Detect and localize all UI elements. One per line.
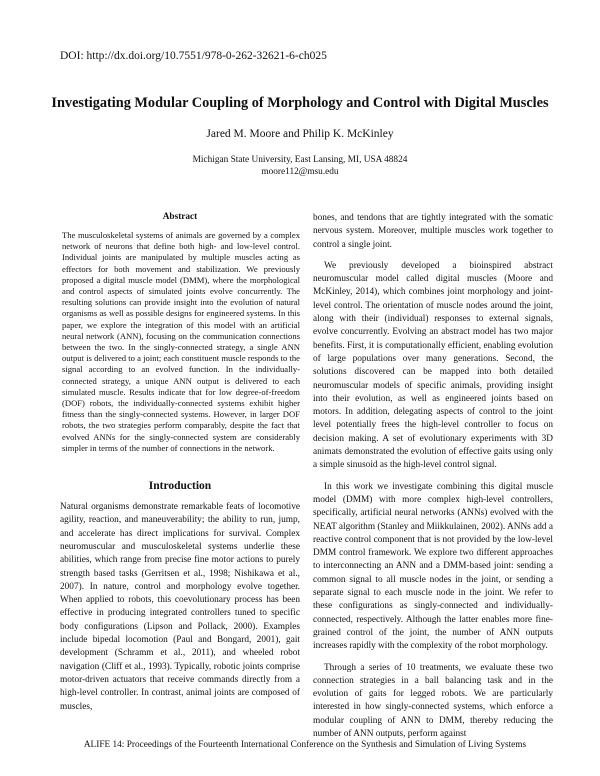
abstract-paragraph: The musculoskeletal systems of animals are governed by a complex network of neurons that define both high- and low-level control. Individual joints are manipulated by multiple muscles acting as effectors for both movement and stabilization. We previously proposed a digital muscle model (DMM), where the morphological and control aspects of simulated joints evolve concurrently. The resulting solutions can provide insight into the evolution of natural organisms as well as possible designs for engineered systems. In this paper, we explore the integration of this model with an artificial neural network (ANN), focusing on the communication connections between the two. In the singly-connected strategy, a single ANN output is delivered to a joint; each constituent muscle responds to the signal according to an evolved function. In the individually-connected strategy, a unique ANN output is delivered to each simulated muscle. Results indicate that for low degree-of-freedom (DOF) robots, the individually-connected systems exhibit higher fitness than the singly-connected systems. However, in larger DOF robots, the two strategies perform comparably, despite the fact that evolved ANNs for the singly-connected system are considerably simpler in terms of the number of connections in the network. [62, 230, 300, 453]
left-column [60, 212, 300, 722]
authors: Jared M. Moore and Philip K. McKinley [206, 128, 394, 140]
introduction-heading: Introduction [148, 480, 212, 493]
introduction-text [60, 501, 300, 714]
affiliation-block [40, 154, 560, 178]
right-column [313, 212, 553, 749]
affiliation: Michigan State University, East Lansing, MI, USA 48824 [192, 155, 408, 165]
right-column-text [313, 212, 553, 741]
email: moore112@msu.edu [261, 167, 339, 177]
abstract-heading: Abstract [162, 212, 198, 222]
right-paragraph-2: We previously developed a bioinspired abstract neuromuscular model called digital muscles (Moore and McKinley, 2014), which combines joint morphology and joint-level control. The orientation of muscle nodes around the joint, along with their (individual) responses to external signals, evolve concurrently. Evolving an abstract model has two major benefits. First, it is computationally efficient, enabling evolution of large populations over many generations. Second, the solutions discovered can be mapped into both detailed neuromuscular models of specific animals, providing insight into their evolution, as well as engineered joints based on motors. In addition, delegating aspects of control to the joint level potentially frees the high-level controller to focus on decision making. A set of evolutionary experiments with 3D animats demonstrated the evolution of effective gaits using only a simple sinusoid as the high-level control signal. [313, 260, 553, 471]
doi-line: DOI: http://dx.doi.org/10.7551/978-0-262-32621-6-ch025 [60, 50, 327, 62]
intro-paragraph-1: Natural organisms demonstrate remarkable feats of locomotive agility, reaction, and maneuverability; the ability to run, jump, and accelerate has direct implications for survival. Complex neuromuscular and musculoskeletal systems underlie these abilities, which range from precise fine motor actions to purely strength based tasks (Gerritsen et al., 1998; Nishikawa et al., 2007). In nature, control and morphology evolve together. When applied to robots, this coevolutionary process has been effective in producing integrated controllers tuned to specific body configurations (Lipson and Pollack, 2000). Examples include bipedal locomotion (Paul and Bongard, 2001), gait development (Schramm et al., 2011), and wheeled robot navigation (Cliff et al., 1993). Typically, robotic joints comprise motor-driven actuators that receive commands directly from a high-level controller. In contrast, animal joints are composed of muscles, [60, 502, 300, 712]
paper-title: Investigating Modular Coupling of Morphology and Control with Digital Muscles [51, 95, 549, 111]
right-paragraph-4: Through a series of 10 treatments, we evaluate these two connection strategies in a ball balancing task and in the evolution of gaits for legged robots. We are particularly interested in how singly-connected systems, which enforce a modular coupling of ANN to DMM, thereby reducing the number of ANN outputs, perform against [313, 662, 553, 739]
proceedings-footer: ALIFE 14: Proceedings of the Fourteenth International Conference on the Synthesis and Simulation of Living Systems [83, 740, 527, 750]
right-paragraph-3: In this work we investigate combining this digital muscle model (DMM) with more complex high-level controllers, specifically, artificial neural networks (ANNs) evolved with the NEAT algorithm (Stanley and Miikkulainen, 2002). ANNs add a reactive control component that is not provided by the low-level DMM control framework. We explore two different approaches to interconnecting an ANN and a DMM-based joint: sending a common signal to all muscle nodes in the joint, or sending a separate signal to each muscle node in the joint. We refer to these configurations as singly-connected and individually-connected, respectively. Although the latter enables more fine-grained control of the joint, the number of ANN outputs increases rapidly with the complexity of the robot morphology. [313, 481, 553, 652]
right-paragraph-1: bones, and tendons that are tightly integrated with the somatic nervous system. Moreover, multiple muscles work together to control a single joint. [313, 213, 553, 250]
abstract-text [60, 230, 300, 454]
